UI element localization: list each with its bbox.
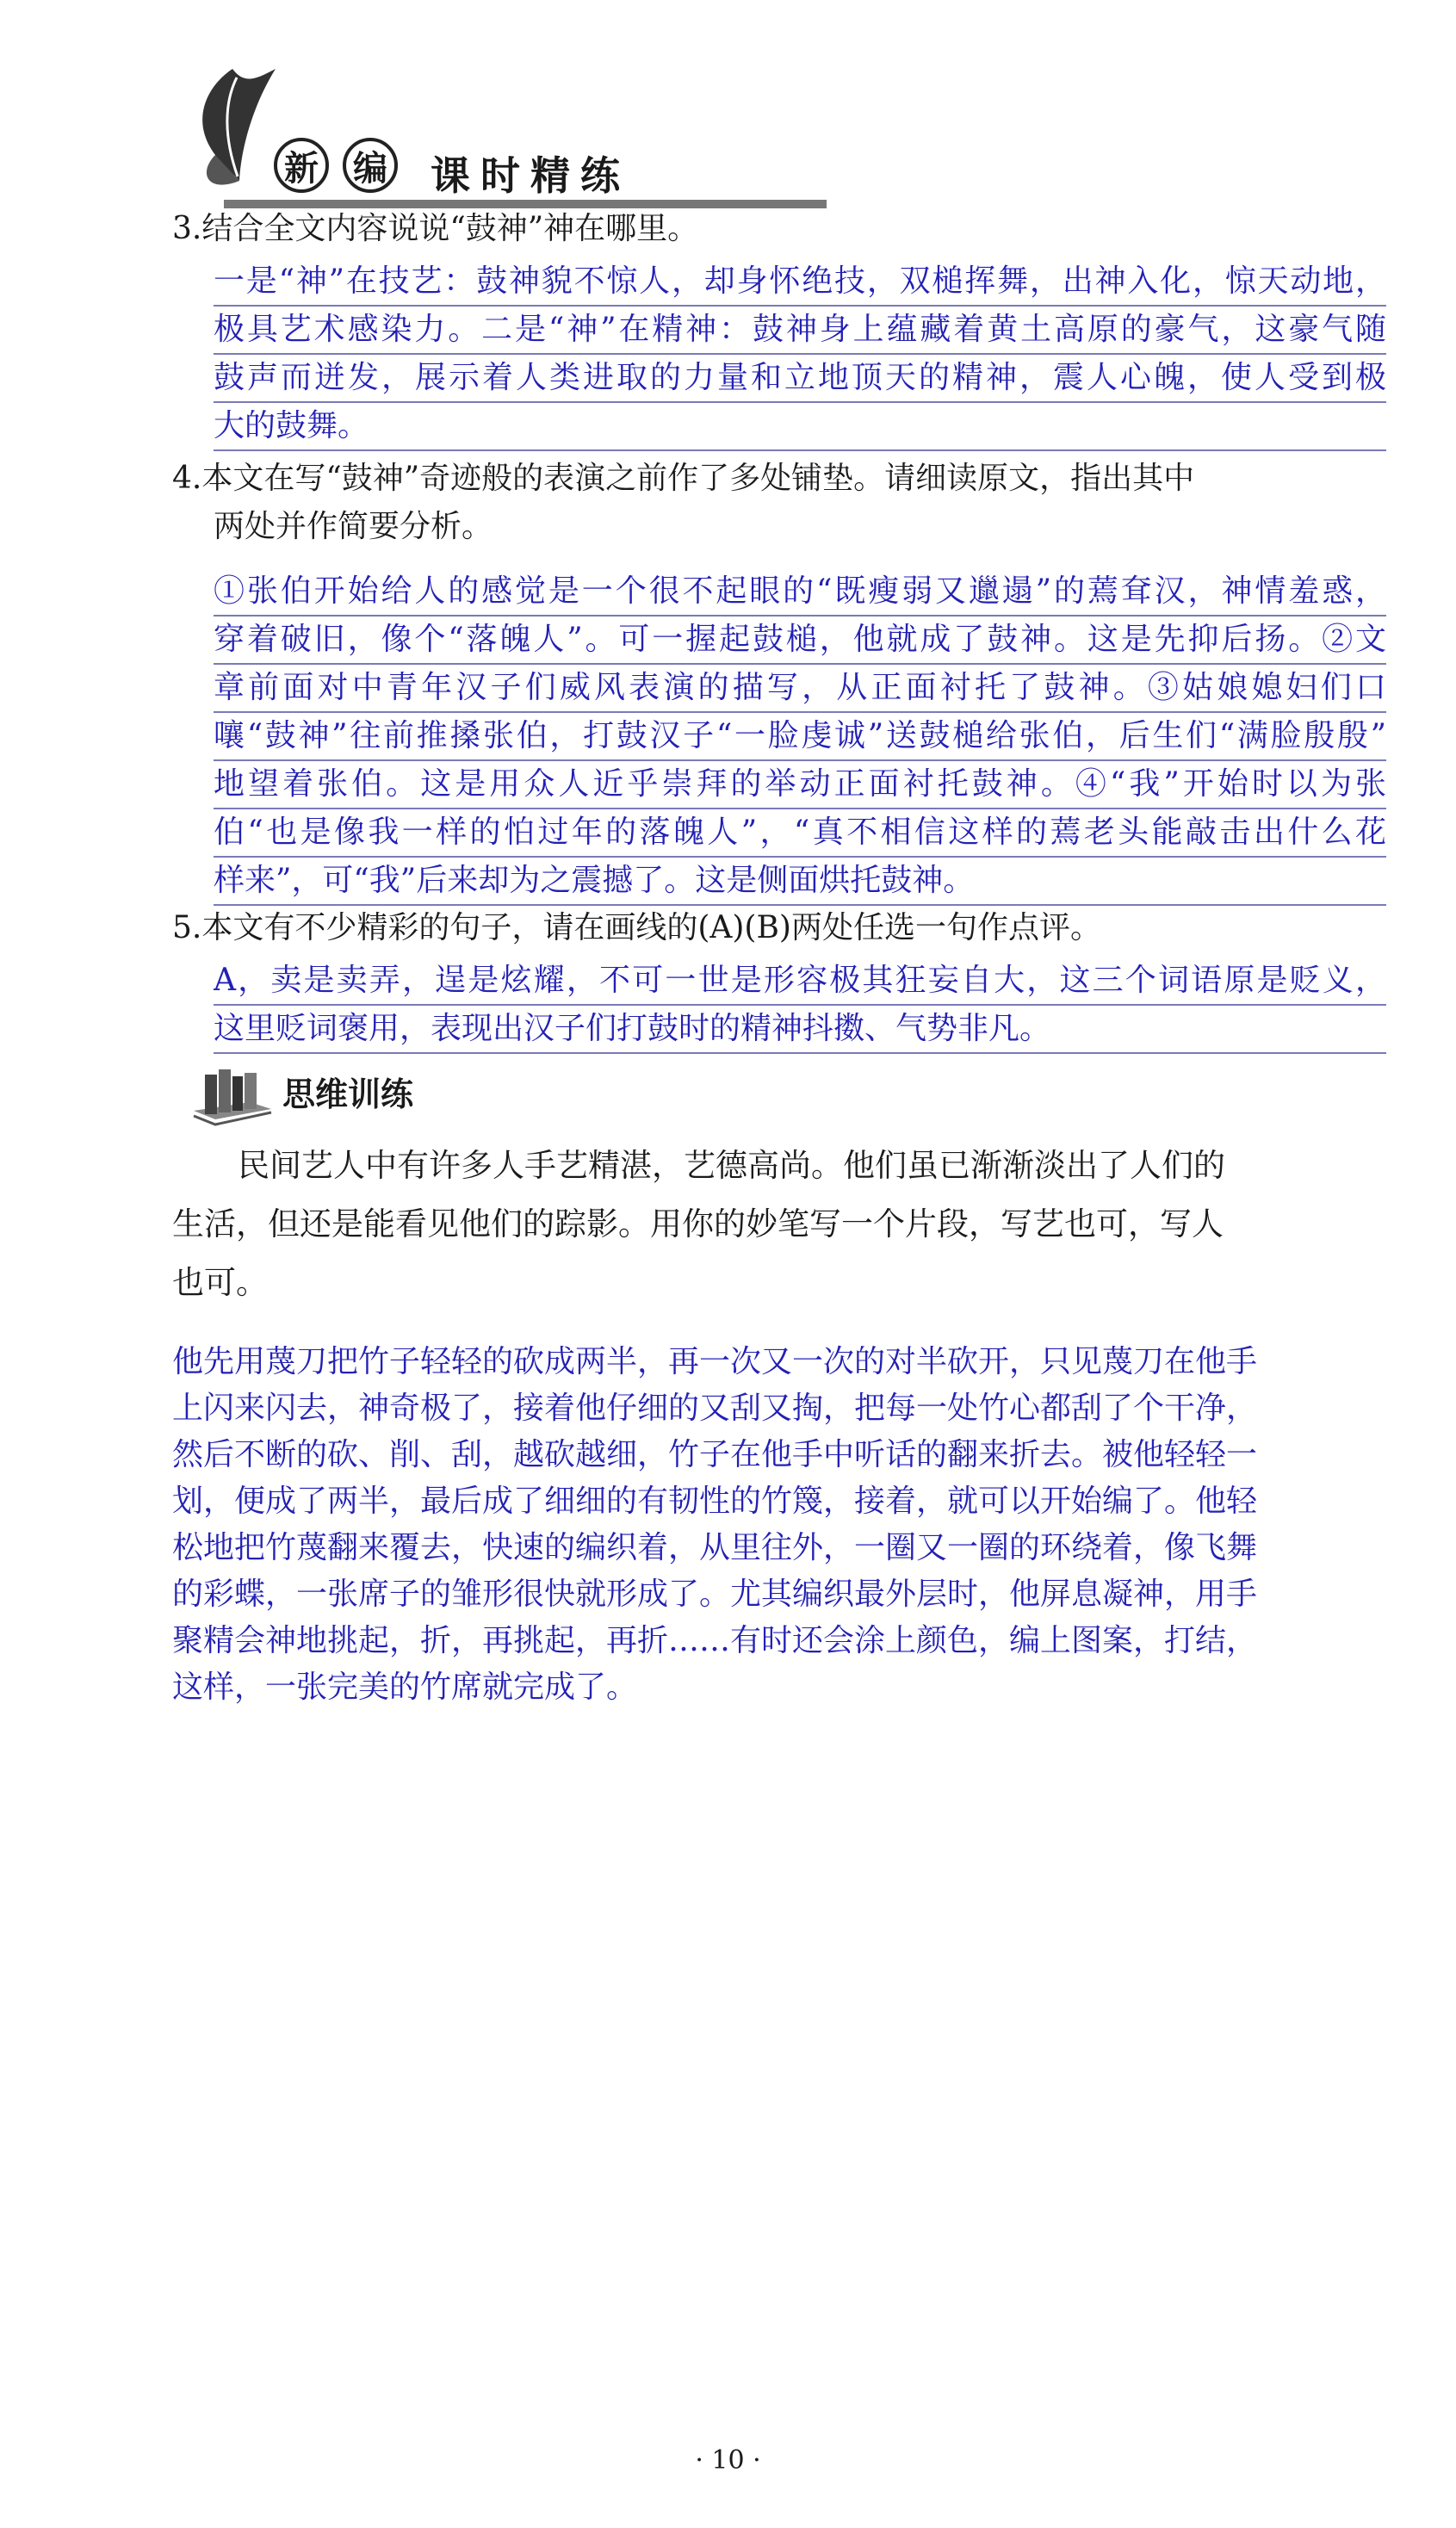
answer-line: 这里贬词褒用，表现出汉子们打鼓时的精神抖擞、气势非凡。 [214,1006,1386,1054]
header-badge-bian: 编 [343,138,398,193]
answer-line: 极具艺术感染力。二是“神”在精神：鼓神身上蕴藏着黄土高原的豪气，这豪气随 [214,307,1386,355]
question-5: 5.本文有不少精彩的句子，请在画线的(A)(B)两处任选一句作点评。 [172,910,1101,945]
page-header [172,52,654,199]
answer-line: 鼓声而迸发，展示着人类进取的力量和立地顶天的精神，震人心魄，使人受到极 [214,355,1386,403]
essay-line: 这样，一张完美的竹席就完成了。 [172,1670,638,1705]
essay-line: 上闪来闪去，神奇极了，接着他仔细的又刮又掏，把每一处竹心都刮了个干净， [172,1391,1258,1426]
essay-line: 然后不断的砍、削、刮，越砍越细，竹子在他手中听话的翻来折去。被他轻轻一 [172,1437,1258,1472]
writing-prompt [172,1137,1317,1312]
answer-line: 章前面对中青年汉子们威风表演的描写，从正面衬托了鼓神。③姑娘媳妇们口 [214,665,1386,713]
answer-5 [214,957,1386,1054]
answer-line: 嚷“鼓神”往前推搡张伯，打鼓汉子“一脸虔诚”送鼓槌给张伯，后生们“满脸殷殷” [214,713,1386,761]
section-title: 思维训练 [282,1075,414,1113]
answer-line: 样来”，可“我”后来却为之震撼了。这是侧面烘托鼓神。 [214,858,1386,906]
books-icon [189,1059,276,1128]
essay-answer [172,1339,1317,1711]
butterfly-icon [172,52,293,207]
essay-line: 划，便成了两半，最后成了细细的有韧性的竹篾，接着，就可以开始编了。他轻 [172,1484,1258,1519]
essay-line: 聚精会神地挑起，折，再挑起，再折……有时还会涂上颜色，编上图案，打结， [172,1623,1258,1658]
essay-line: 的彩蝶，一张席子的雏形很快就形成了。尤其编织最外层时，他屏息凝神，用手 [172,1577,1258,1612]
answer-line: 大的鼓舞。 [214,403,1386,451]
answer-4 [214,568,1386,906]
answer-line: 地望着张伯。这是用众人近乎崇拜的举动正面衬托鼓神。④“我”开始时以为张 [214,761,1386,809]
answer-line: 一是“神”在技艺：鼓神貌不惊人，却身怀绝技，双槌挥舞，出神入化，惊天动地， [214,258,1386,307]
header-title: 课时精练 [431,152,630,199]
essay-line: 松地把竹蔑翻来覆去，快速的编织着，从里往外，一圈又一圈的环绕着，像飞舞 [172,1530,1258,1565]
page-number: · 10 · [695,2445,761,2475]
answer-line: A，卖是卖弄，逞是炫耀，不可一世是形容极其狂妄自大，这三个词语原是贬义， [214,957,1386,1006]
answer-3 [214,258,1386,451]
essay-line: 他先用蔑刀把竹子轻轻的砍成两半，再一次又一次的对半砍开，只见蔑刀在他手 [172,1344,1258,1379]
question-4 [172,455,1194,551]
answer-line: 伯“也是像我一样的怕过年的落魄人”，“真不相信这样的蔫老头能敲击出什么花 [214,809,1386,858]
answer-line: ①张伯开始给人的感觉是一个很不起眼的“既瘦弱又邋遢”的蔫耷汉，神情羞惑， [214,568,1386,617]
answer-line: 穿着破旧，像个“落魄人”。可一握起鼓槌，他就成了鼓神。这是先抑后扬。②文 [214,617,1386,665]
question-line: 4.本文在写“鼓神”奇迹般的表演之前作了多处铺垫。请细读原文，指出其中 [172,461,1195,496]
prompt-line: 也可。 [172,1264,268,1301]
question-3: 3.结合全文内容说说“鼓神”神在哪里。 [172,211,699,246]
section-header [189,1059,465,1128]
prompt-line: 生活，但还是能看见他们的踪影。用你的妙笔写一个片段，写艺也可，写人 [172,1205,1224,1242]
header-badge-xin: 新 [274,138,329,193]
question-line: 两处并作简要分析。 [214,509,493,544]
prompt-line: 民间艺人中有许多人手艺精湛，艺德高尚。他们虽已渐渐淡出了人们的 [238,1147,1225,1184]
